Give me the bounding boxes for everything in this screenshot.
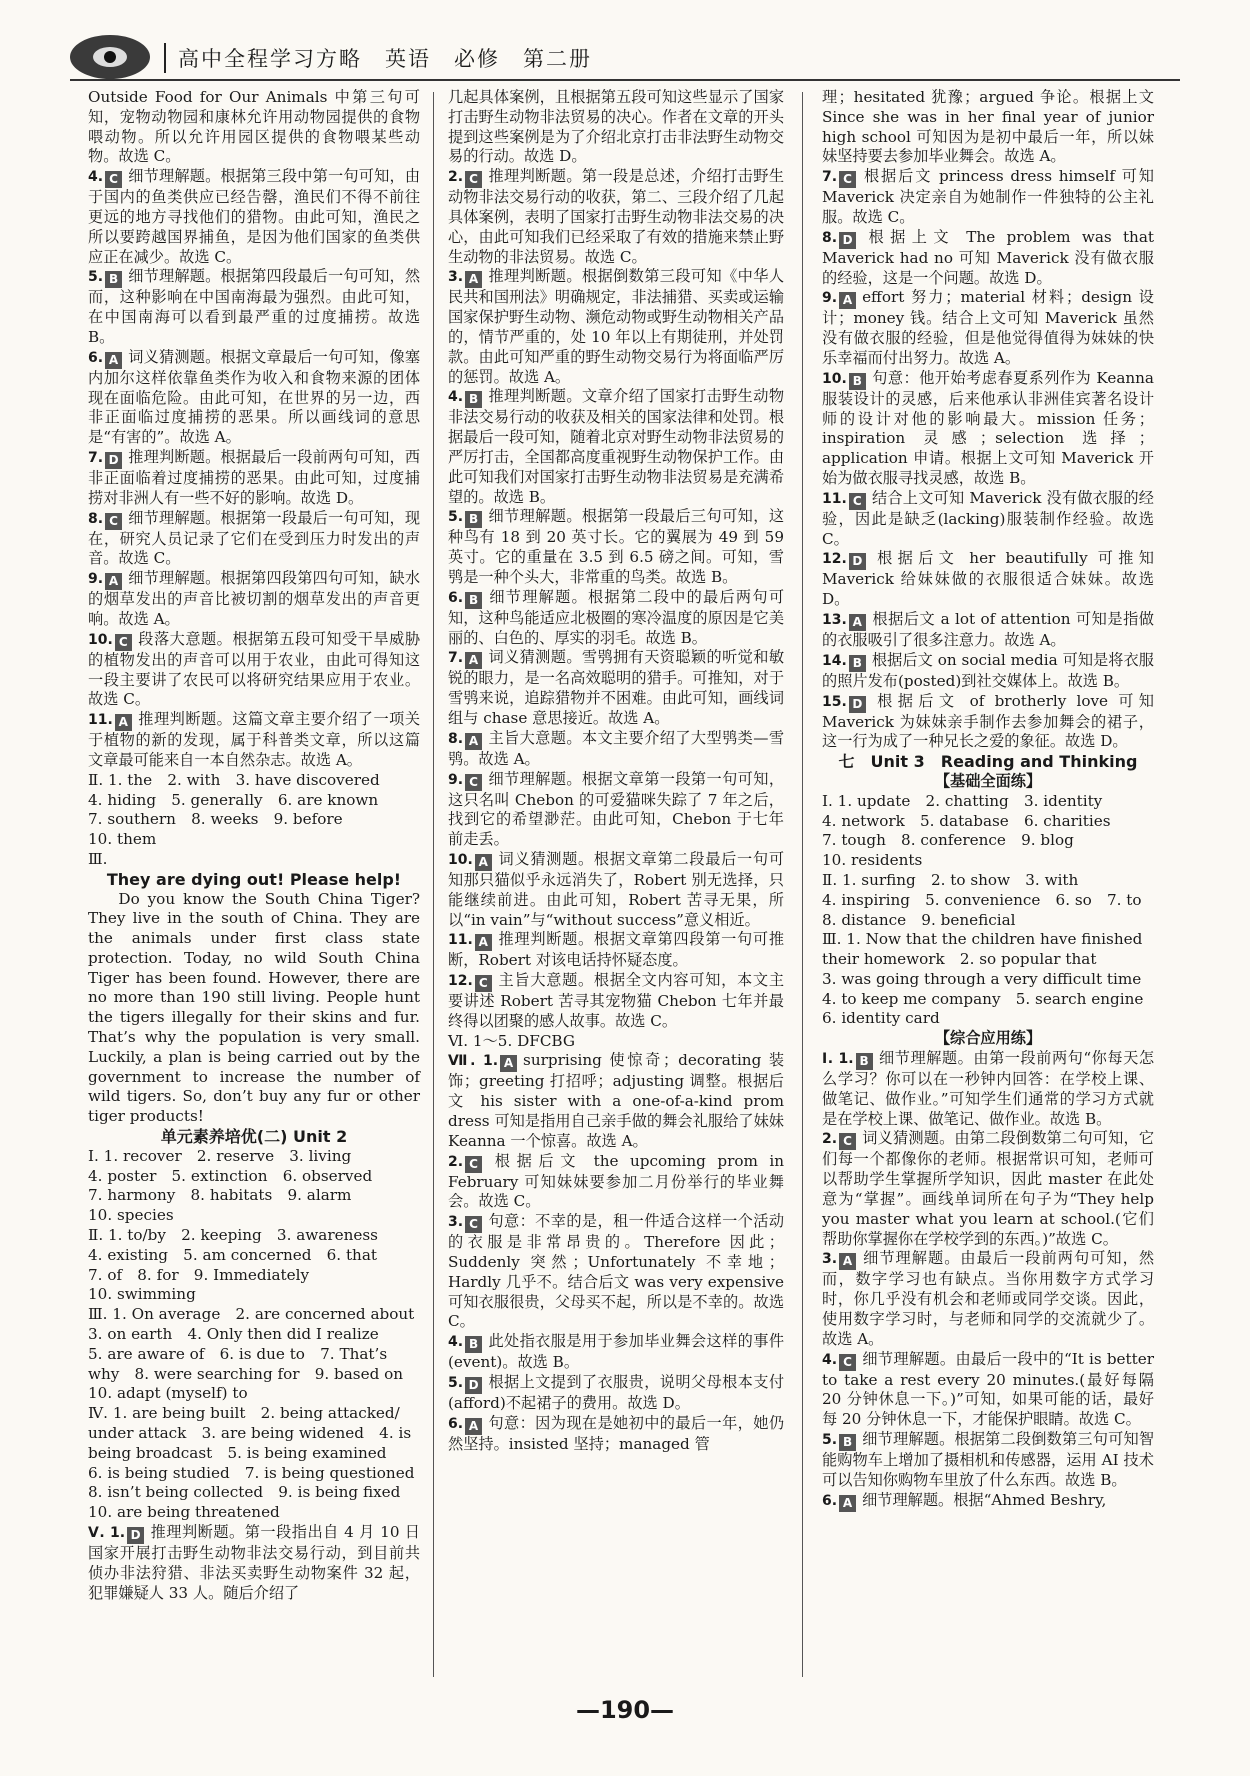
answer-item — [88, 1523, 420, 1603]
item-number: 10. — [448, 851, 473, 868]
vocab-answers: Ⅰ. 1. recover 2. reserve 3. living — [88, 1146, 352, 1165]
item-number: 5. — [88, 269, 104, 286]
answer-letter-box: A — [465, 652, 482, 669]
item-explanation: 细节理解题。根据第一段最后三句可知，这种鸟有 18 到 20 英寸长。它的翼展为 49 到 59 英寸。它的重量在 3.5 到 6.5 磅之间。可知，雪鸮是一种个头大，非常重的鸟类。故选 B。 — [448, 507, 784, 586]
continued-text: Outside Food for Our Animals 中第三句可知，宠物动物园和康林允许用动物园提供的食物喂动物。所以允许用园区提供的食物喂某些动物。故选 C。 — [88, 88, 420, 166]
vocab-answers: 7. harmony 8. habitats 9. alarm — [88, 1186, 352, 1205]
section-label: Ⅲ. — [88, 849, 108, 868]
vocab-answers: Ⅱ. 1. the 2. with 3. have discovered — [88, 770, 380, 789]
item-number: 7. — [88, 449, 104, 466]
item-explanation: 根据后文 a lot of attention 可知是指做的衣服吸引了很多注意力。故选 A。 — [822, 609, 1154, 649]
item-number: 11. — [88, 712, 113, 729]
grammar-answers: Ⅳ. 1. are being built 2. being attacked/ — [88, 1404, 400, 1423]
phrase-answers: 3. on earth 4. Only then did I realize — [88, 1325, 379, 1344]
answer-item — [822, 1430, 1154, 1491]
answer-letter-box: C — [465, 171, 482, 188]
section-title: 【基础全面练】 — [934, 771, 1042, 790]
grammar-answers: 10. are being threatened — [88, 1503, 280, 1522]
item-number: 10. — [88, 631, 113, 648]
phrase-answers: 6. identity card — [822, 1009, 940, 1028]
answer-letter-box: B — [856, 1053, 873, 1070]
page-number: —190— — [575, 1696, 675, 1724]
answer-item — [822, 651, 1154, 692]
phrase-answers: their homework 2. so popular that — [822, 950, 1097, 969]
item-explanation: 句意：因为现在是她初中的最后一年，她仍然坚持。insisted 坚持；managed 管 — [448, 1413, 784, 1453]
answer-letter-box: B — [465, 511, 482, 528]
unit-title: 单元素养培优(二) Unit 2 — [160, 1127, 348, 1147]
answer-letter-box: B — [465, 592, 482, 609]
answer-item — [822, 1129, 1154, 1249]
column-1 — [88, 88, 420, 1603]
grammar-answers: being broadcast 5. is being examined — [88, 1443, 387, 1462]
vocab-answers: 10. swimming — [88, 1285, 196, 1304]
vocab-answers: 7. southern 8. weeks 9. before — [88, 810, 343, 829]
grammar-answers: 8. isn’t being collected 9. is being fixed — [88, 1483, 401, 1502]
item-number: 5. — [448, 1375, 464, 1392]
answer-letter-box: D — [465, 1377, 482, 1394]
header-divider — [164, 43, 166, 73]
answer-letter-box: A — [475, 854, 492, 871]
column-divider — [802, 92, 803, 1677]
column-3 — [822, 88, 1154, 1512]
item-number: 8. — [822, 229, 838, 246]
answer-letter-box: C — [849, 493, 866, 510]
item-explanation: 根据上文 The problem was that Maverick had no 可知 Maverick 没有做衣服的经验，这是一个问题。故选 D。 — [822, 227, 1154, 287]
unit-title: 七 Unit 3 Reading and Thinking — [838, 752, 1138, 772]
answer-letter-box: C — [475, 975, 492, 992]
item-number: 2. — [448, 1153, 464, 1170]
item-number: 15. — [822, 693, 847, 710]
phrase-answers: 4. to keep me company 5. search engine — [822, 989, 1144, 1008]
item-number: 2. — [448, 169, 464, 186]
answer-item — [448, 167, 784, 267]
item-number: 2. — [822, 1131, 838, 1148]
answer-letter-box: A — [465, 271, 482, 288]
answer-item — [822, 288, 1154, 368]
answer-letter-box: D — [105, 452, 122, 469]
answer-letter-box: C — [839, 1133, 856, 1150]
vocab-answers: 10. species — [88, 1206, 174, 1225]
answer-letter-box: A — [849, 614, 866, 631]
answer-letter-box: A — [465, 1418, 482, 1435]
answer-item — [822, 1491, 1154, 1512]
item-explanation: 词义猜测题。根据文章第二段最后一句可知那只猫似乎永远消失了，Robert 别无选择，只能继续前进。由此可知，Robert 苦寻无果，所以“in vain”与“without success”意义相近。 — [448, 849, 784, 929]
item-explanation: 细节理解题。根据“Ahmed Beshry, — [862, 1490, 1107, 1509]
item-explanation: 细节理解题。根据第二段中的最后两句可知，这种鸟能适应北极圈的寒冷温度的原因是它美丽的、白色的、厚实的羽毛。故选 B。 — [448, 587, 784, 647]
vocab-answers: 8. distance 9. beneficial — [822, 910, 1016, 929]
item-number: 6. — [822, 1492, 838, 1509]
essay-title: They are dying out! Please help! — [106, 869, 402, 889]
answer-item — [822, 692, 1154, 753]
item-explanation: 主旨大意题。根据全文内容可知，本文主要讲述 Robert 苦寻其宠物猫 Chebon 七年并最终得以团聚的感人故事。故选 C。 — [448, 971, 784, 1030]
item-explanation: 推理判断题。这篇文章主要介绍了一项关于植物的新的发现，属于科普类文章，所以这篇文章最可能来自一本自然杂志。故选 A。 — [88, 710, 420, 769]
answer-item — [448, 930, 784, 971]
item-number: 6. — [448, 1415, 464, 1432]
answer-letter-box: C — [115, 634, 132, 651]
item-explanation: 细节理解题。由最后一段中的“It is better to take a rest every 20 minutes.(最好每隔 20 分钟休息一下。)”可知，如果可能的话，最好每 20 分钟休息一下，才能保护眼睛。故选 C。 — [822, 1349, 1154, 1429]
answer-item — [822, 489, 1154, 550]
vocab-answers: 4. hiding 5. generally 6. are known — [88, 790, 379, 809]
phrase-answers: 5. are aware of 6. is due to 7. That’s — [88, 1344, 388, 1363]
answer-item — [822, 1049, 1154, 1129]
item-number: 9. — [822, 290, 838, 307]
vocab-answers: 10. them — [88, 830, 157, 849]
item-number: 3. — [448, 269, 464, 286]
answer-letter-box: D — [839, 232, 856, 249]
item-number: 13. — [822, 611, 847, 628]
answer-item — [448, 1373, 784, 1414]
item-explanation: effort 努力；material 材料；design 设计；money 钱。结合上文可知 Maverick 虽然没有做衣服的经验，但是他觉得值得为妹妹的快乐幸福而付出努力。故选 A。 — [822, 288, 1154, 367]
answer-letter-box: A — [115, 714, 132, 731]
answer-item — [822, 1249, 1154, 1349]
item-explanation: surprising 使惊奇；decorating 装饰；greeting 打招呼；adjusting 调整。根据后文 his sister with a one-of-a-kind prom dress 可知是指用自己亲手做的舞会礼服给了妹妹 Keanna 一个惊喜。故选 A。 — [448, 1051, 785, 1150]
answer-item — [448, 387, 784, 507]
item-explanation: 细节理解题。根据第二段倒数第三句可知智能购物车上增加了摄相机和传感器，运用 AI 技术可以告知你购物车里放了什么东西。故选 B。 — [822, 1430, 1154, 1489]
answer-item — [822, 549, 1154, 610]
section-answers: Ⅵ. 1～5. DFCBG — [448, 1031, 576, 1050]
item-explanation: 根据后文 the upcoming prom in February 可知妹妹要参加二月份举行的毕业舞会。故选 C。 — [448, 1151, 784, 1211]
vocab-answers: 7. of 8. for 9. Immediately — [88, 1265, 310, 1284]
page-header — [70, 35, 1180, 80]
item-explanation: 根据后文 princess dress himself 可知 Maverick 决定亲自为她制作一件独特的公主礼服。故选 C。 — [822, 167, 1154, 226]
item-number: 5. — [822, 1432, 838, 1449]
item-number: 4. — [448, 389, 464, 406]
answer-letter-box: C — [105, 513, 122, 530]
section-title: 【综合应用练】 — [934, 1029, 1042, 1048]
item-explanation: 推理判断题。文章介绍了国家打击野生动物非法交易行动的收获及相关的国家法律和处罚。根据最后一段可知，随着北京对野生动物非法贸易的严厉打击，全国都高度重视野生动物保护工作。由此可知我们对国家打击野生动物非法贸易是充满希望的。故选 B。 — [448, 387, 784, 506]
column-divider — [433, 92, 434, 1677]
answer-item — [88, 509, 420, 570]
vocab-answers: 4. poster 5. extinction 6. observed — [88, 1166, 373, 1185]
answer-item — [448, 1414, 784, 1455]
answer-item — [448, 507, 784, 587]
answer-letter-box: A — [839, 292, 856, 309]
header-rule — [70, 79, 1180, 81]
answer-item — [88, 710, 420, 771]
answer-letter-box: A — [465, 733, 482, 750]
answer-letter-box: B — [465, 1336, 482, 1353]
item-explanation: 词义猜测题。由第二段倒数第二句可知，它们每一个都像你的老师。根据常识可知，老师可以帮助学生掌握所学知识，因此 master 在此处意为“掌握”。画线单词所在句子为“They help you master what you learn at school.(它们帮助你掌握你在学校学到的东西。)”故选 C。 — [822, 1129, 1154, 1248]
answer-letter-box: A — [105, 573, 122, 590]
item-number: 4. — [448, 1334, 464, 1351]
vocab-answers: 4. inspiring 5. convenience 6. so 7. to — [822, 890, 1142, 909]
item-explanation: 句意：他开始考虑春夏系列作为 Keanna 服装设计的灵感，后来他承认非洲佳宾著名设计师的设计对他的影响最大。mission 任务；inspiration 灵感；selection 选择；application 申请。根据上文可知 Maverick 开始为做衣服寻找灵感，故选 B。 — [822, 368, 1154, 487]
item-explanation: 推理判断题。第一段是总述，介绍打击野生动物非法交易行动的收获，第二、三段介绍了几起具体案例，表明了国家打击野生动物非法交易的决心，由此可知我们已经采取了有效的措施来禁止野生动物的非法贸易。故选 C。 — [448, 167, 784, 266]
answer-item — [88, 348, 420, 448]
vocab-answers: 4. network 5. database 6. charities — [822, 811, 1111, 830]
item-explanation: 推理判断题。根据最后一段前两句可知，西非正面临着过度捕捞的恶果。由此可知，过度捕捞对非洲人有一些不好的影响。故选 D。 — [88, 447, 420, 507]
eye-logo-icon — [70, 35, 150, 79]
item-number: 6. — [448, 589, 464, 606]
item-number: 9. — [88, 571, 104, 588]
item-number: 12. — [448, 973, 473, 990]
answer-letter-box: A — [500, 1055, 517, 1072]
item-explanation: 细节理解题。根据第一段最后一句可知，现在，研究人员记录了它们在受到压力时发出的声音。故选 C。 — [88, 508, 420, 568]
item-number: 6. — [88, 349, 104, 366]
vocab-answers: Ⅱ. 1. surfing 2. to show 3. with — [822, 870, 1079, 889]
item-number: Ⅰ. 1. — [822, 1051, 854, 1068]
answer-letter-box: A — [839, 1253, 856, 1270]
answer-item — [88, 630, 420, 710]
item-explanation: 根据后文 her beautifully 可推知 Maverick 给妹妹做的衣服很适合妹妹。故选 D。 — [822, 549, 1154, 609]
item-explanation: 主旨大意题。本文主要介绍了大型鸮类—雪鸮。故选 A。 — [448, 728, 784, 768]
continued-text: 理；hesitated 犹豫；argued 争论。根据上文 Since she was in her final year of junior high school 可知因为是初中最后一年，所以妹妹坚持要去参加毕业舞会。故选 A。 — [822, 88, 1154, 166]
item-explanation: 细节理解题。根据第四段第四句可知，缺水的烟草发出的声音比被切割的烟草发出的声音更响。故选 A。 — [88, 569, 420, 628]
vocab-answers: Ⅰ. 1. update 2. chatting 3. identity — [822, 791, 1103, 810]
item-explanation: 细节理解题。根据第三段中第一句可知，由于国内的鱼类供应已经告罄，渔民们不得不前往更远的地方寻找他们的猎物。由此可知，渔民之所以要跨越国界捕鱼，是因为他们国家的鱼类供应正在减少。故选 C。 — [88, 167, 420, 266]
item-number: 3. — [822, 1251, 838, 1268]
item-explanation: 推理判断题。根据文章第四段第一句可推断，Robert 对该电话持怀疑态度。 — [448, 930, 784, 970]
answer-letter-box: B — [465, 391, 482, 408]
phrase-answers: Ⅲ. 1. On average 2. are concerned about — [88, 1305, 415, 1324]
answer-letter-box: B — [849, 655, 866, 672]
item-number: 11. — [448, 932, 473, 949]
item-explanation: 段落大意题。根据第五段可知受干旱威胁的植物发出的声音可以用于农业，由此可得知这一段主要讲了农民可以将研究结果应用于农业。故选 C。 — [88, 629, 420, 709]
continued-text: 几起具体案例，且根据第五段可知这些显示了国家打击野生动物非法贸易的决心。作者在文章的开头提到这些案例是为了介绍北京打击非法野生动物交易的行动。故选 D。 — [448, 88, 784, 166]
item-explanation: 根据后文 on social media 可知是将衣服的照片发布(posted)到社交媒体上。故选 B。 — [822, 650, 1154, 690]
answer-letter-box: B — [849, 373, 866, 390]
answer-item — [448, 1332, 784, 1373]
grammar-answers: 6. is being studied 7. is being questioned — [88, 1463, 415, 1482]
item-explanation: 细节理解题。由最后一段前两句可知，然而，数字学习也有缺点。当你用数字方式学习时，你几乎没有机会和老师或同学交谈。因此，使用数字学习时，与老师和同学的交流就少了。故选 A。 — [822, 1249, 1154, 1348]
item-number: 3. — [448, 1214, 464, 1231]
item-explanation: 结合上文可知 Maverick 没有做衣服的经验，因此是缺乏(lacking)服装制作经验。故选 C。 — [822, 488, 1154, 548]
item-number: 12. — [822, 551, 847, 568]
answer-item — [822, 228, 1154, 289]
item-explanation: 词义猜测题。根据文章最后一句可知，像塞内加尔这样依靠鱼类作为收入和食物来源的团体现在面临危险。由此可知，在世界的另一边，西非正面临过度捕捞的恶果。所以画线词的意思是“有害的”。故选 A。 — [88, 347, 420, 447]
item-number: Ⅶ. 1. — [448, 1053, 499, 1070]
answer-letter-box: C — [465, 1156, 482, 1173]
item-number: 9. — [448, 771, 464, 788]
item-explanation: 细节理解题。由第一段前两句“你每天怎么学习？你可以在一秒钟内回答：在学校上课、做笔记、做作业。”可知学生们通常的学习方式就是在学校上课、做笔记、做作业。故选 B。 — [822, 1049, 1155, 1128]
answer-item — [822, 167, 1154, 228]
answer-item — [822, 369, 1154, 489]
phrase-answers: why 8. were searching for 9. based on — [88, 1364, 404, 1383]
answer-item — [822, 610, 1154, 651]
vocab-answers: Ⅱ. 1. to/by 2. keeping 3. awareness — [88, 1226, 378, 1245]
item-number: 14. — [822, 652, 847, 669]
answer-letter-box: B — [105, 271, 122, 288]
answer-letter-box: D — [849, 696, 866, 713]
item-number: Ⅴ. 1. — [88, 1525, 126, 1541]
answer-item — [448, 1051, 784, 1151]
vocab-answers: 4. existing 5. am concerned 6. that — [88, 1245, 378, 1264]
grammar-answers: under attack 3. are being widened 4. is — [88, 1424, 412, 1443]
item-explanation: 此处指衣服是用于参加毕业舞会这样的事件(event)。故选 B。 — [448, 1332, 784, 1372]
answer-letter-box: A — [475, 934, 492, 951]
answer-letter-box: A — [839, 1495, 856, 1512]
answer-letter-box: D — [127, 1527, 144, 1544]
answer-item — [448, 971, 784, 1032]
essay-body: Do you know the South China Tiger? They live in the south of China. They are the animals under first class state protection. Today, no wild South China Tiger has been found. However, there are no more than 190 still living. People hunt the tigers illegally for their skins and fur. That’s why the population is very small. Luckily, a plan is being carried out by the government to increase the number of wild tigers. So, don’t buy any fur or other tiger products! — [88, 889, 420, 1126]
answer-letter-box: C — [465, 774, 482, 791]
item-explanation: 句意：不幸的是，租一件适合这样一个活动的衣服是非常昂贵的。Therefore 因此；Suddenly 突然；Unfortunately 不幸地；Hardly 几乎不。结合后文 was very expensive 可知衣服很贵，父母买不起，所以是不幸的。故选 C。 — [448, 1212, 784, 1331]
vocab-answers: 7. tough 8. conference 9. blog — [822, 831, 1074, 850]
item-explanation: 推理判断题。第一段指出自 4 月 10 日国家开展打击野生动物非法交易行动，到目前共侦办非法狩猎、非法买卖野生动物案件 32 起，犯罪嫌疑人 33 人。随后介绍了 — [88, 1523, 420, 1602]
item-explanation: 细节理解题。根据第四段最后一句可知，然而，这种影响在中国南海最为强烈。由此可知，在中国南海可以看到最严重的过度捕捞。故选 B。 — [88, 267, 420, 346]
answer-item — [448, 648, 784, 728]
item-number: 11. — [822, 490, 847, 507]
item-number: 5. — [448, 509, 464, 526]
item-number: 8. — [448, 730, 464, 747]
answer-item — [88, 267, 420, 347]
answer-letter-box: B — [839, 1434, 856, 1451]
answer-item — [448, 729, 784, 770]
column-2 — [448, 88, 784, 1455]
answer-item — [88, 448, 420, 509]
vocab-answers: 10. residents — [822, 851, 923, 870]
answer-letter-box: C — [839, 171, 856, 188]
answer-item — [822, 1350, 1154, 1430]
answer-item — [448, 588, 784, 649]
item-explanation: 推理判断题。根据倒数第三段可知《中华人民共和国刑法》明确规定，非法捕猎、买卖或运输国家保护野生动物、濒危动物或野生动物相关产品的，情节严重的，处 10 年以上有期徒刑，并处罚款。由此可知严重的野生动物交易行为将面临严厉的惩罚。故选 A。 — [448, 267, 784, 386]
answer-item — [448, 267, 784, 387]
answer-item — [88, 569, 420, 630]
item-number: 4. — [88, 169, 104, 186]
answer-item — [448, 770, 784, 850]
answer-item — [448, 1212, 784, 1332]
item-number: 10. — [822, 370, 847, 387]
answer-letter-box: C — [105, 171, 122, 188]
phrase-answers: Ⅲ. 1. Now that the children have finished — [822, 930, 1143, 949]
answer-letter-box: A — [105, 352, 122, 369]
header-title: 高中全程学习方略 英语 必修 第二册 — [178, 47, 592, 71]
phrase-answers: 3. was going through a very difficult time — [822, 969, 1142, 988]
item-explanation: 根据后文 of brotherly love 可知 Maverick 为妹妹亲手制作去参加舞会的裙子，这一行为成了一种兄长之爱的象征。故选 D。 — [822, 691, 1154, 751]
answer-item — [88, 167, 420, 267]
item-number: 8. — [88, 510, 104, 527]
item-number: 7. — [822, 169, 838, 186]
answer-letter-box: C — [839, 1354, 856, 1371]
phrase-answers: 10. adapt (myself) to — [88, 1384, 248, 1403]
answer-letter-box: D — [849, 553, 866, 570]
item-number: 4. — [822, 1351, 838, 1368]
item-number: 7. — [448, 650, 464, 667]
answer-item — [448, 850, 784, 930]
item-explanation: 细节理解题。根据文章第一段第一句可知，这只名叫 Chebon 的可爱猫咪失踪了 7 年之后，找到它的希望渺茫。由此可知，Chebon 于七年前走丢。 — [448, 769, 784, 849]
item-explanation: 词义猜测题。雪鸮拥有天资聪颖的听觉和敏锐的眼力，是一名高效聪明的猎手。可推知，对于雪鸮来说，追踪猎物并不困难。由此可知，画线词组与 chase 意思接近。故选 A。 — [448, 648, 784, 727]
answer-item — [448, 1152, 784, 1213]
item-explanation: 根据上文提到了衣服贵，说明父母根本支付(afford)不起裙子的费用。故选 D。 — [448, 1373, 784, 1413]
answer-letter-box: C — [465, 1216, 482, 1233]
